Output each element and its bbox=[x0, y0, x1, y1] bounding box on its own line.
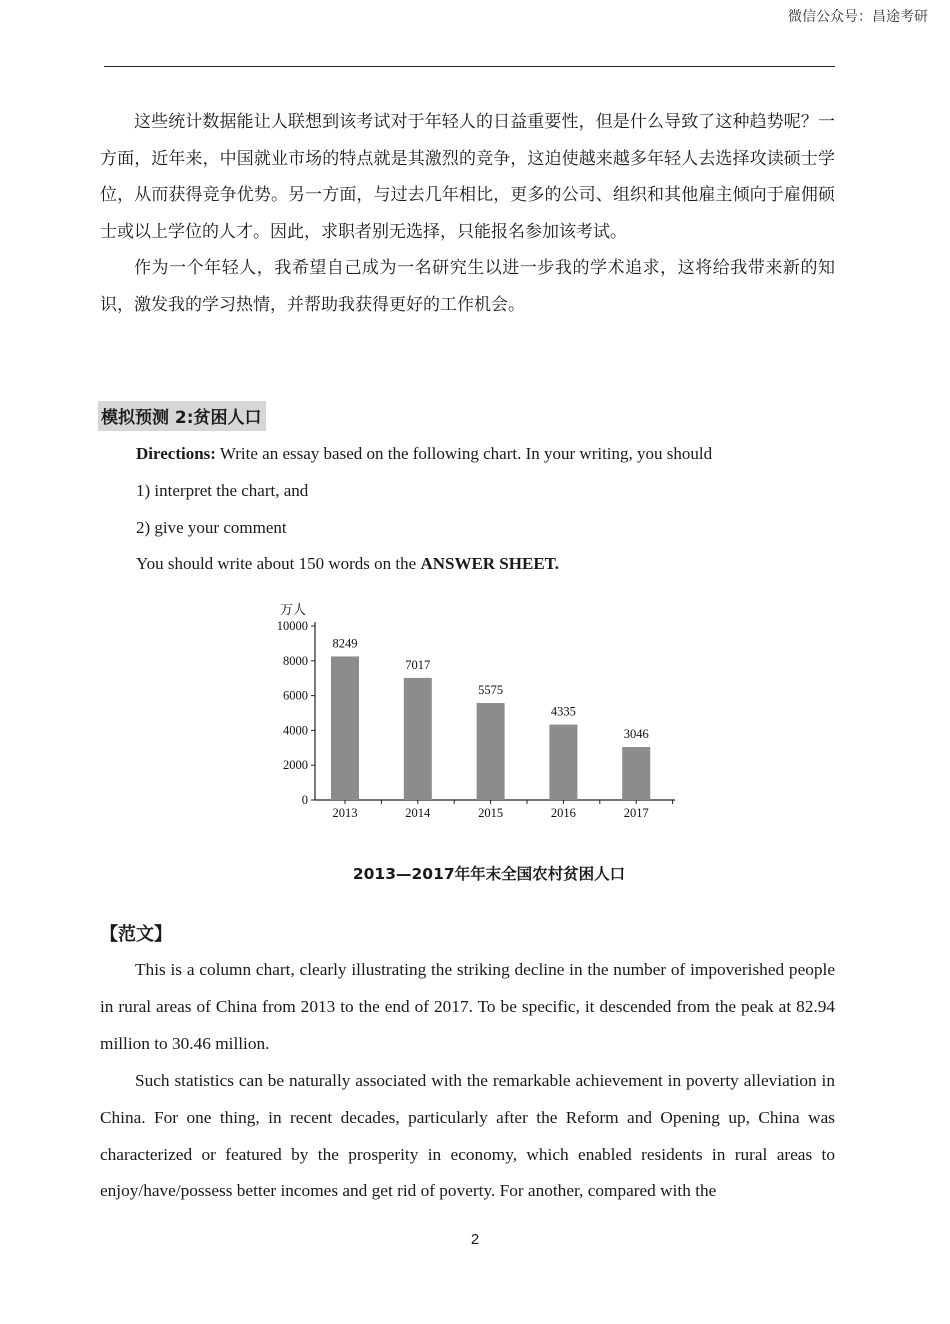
essay-paragraph-1: This is a column chart, clearly illustrating the striking decline in the number of impoverished people in rural areas of China from 2013 to the end of 2017. To be specific, it descended from the peak at 82.94 million to 30.46 million. bbox=[100, 960, 835, 1053]
page-number: 2 bbox=[470, 1231, 480, 1248]
y-tick-label: 0 bbox=[301, 793, 308, 807]
bar-2017 bbox=[622, 747, 650, 800]
bar-chart bbox=[270, 598, 690, 828]
direction-item-2: 2) give your comment bbox=[136, 518, 287, 537]
direction-item-1: 1) interpret the chart, and bbox=[136, 481, 309, 500]
bar-2016 bbox=[549, 725, 577, 800]
y-tick-label: 6000 bbox=[283, 688, 308, 703]
bars bbox=[331, 636, 650, 800]
header-rule bbox=[104, 66, 835, 67]
bar-value-label: 4335 bbox=[550, 704, 576, 719]
word-count-text: You should write about 150 words on the bbox=[136, 554, 421, 573]
x-tick-label: 2013 bbox=[332, 806, 358, 820]
y-axis bbox=[277, 619, 315, 807]
section-title: 模拟预测 2:贫困人口 bbox=[98, 401, 266, 431]
x-tick-label: 2014 bbox=[405, 806, 431, 820]
word-count-line bbox=[136, 554, 559, 574]
essay-paragraph-2: Such statistics can be naturally associated with the remarkable achievement in poverty alleviation in China. For one thing, in recent decades, particularly after the Reform and Opening up, China was characterized or featured by the prosperity in economy, which enabled residents in rural areas to enjoy/have/possess better incomes and get rid of poverty. For another, compared with the bbox=[100, 1070, 835, 1201]
model-essay bbox=[100, 952, 835, 1210]
model-essay-heading: 【范文】 bbox=[100, 924, 172, 945]
bar-value-label: 8249 bbox=[332, 636, 358, 651]
directions-label: Directions: bbox=[136, 444, 216, 463]
chinese-passage bbox=[100, 104, 835, 324]
bar-value-label: 5575 bbox=[478, 682, 504, 697]
y-unit-label: 万人 bbox=[280, 602, 307, 617]
bar-value-label: 3046 bbox=[623, 726, 649, 741]
x-tick-label: 2015 bbox=[478, 806, 504, 820]
chinese-paragraph-2: 作为一个年轻人，我希望自己成为一名研究生以进一步我的学术追求，这将给我带来新的知识，激发我的学习热情，并帮助我获得更好的工作机会。 bbox=[100, 258, 835, 315]
bar-2014 bbox=[404, 678, 432, 800]
x-axis bbox=[315, 800, 675, 820]
bar-2015 bbox=[477, 703, 505, 800]
chart-title: 2013—2017年年末全国农村贫困人口 bbox=[352, 865, 626, 883]
directions-line bbox=[136, 444, 712, 464]
y-tick-label: 2000 bbox=[283, 758, 308, 773]
x-tick-label: 2017 bbox=[623, 806, 649, 820]
chinese-paragraph-1: 这些统计数据能让人联想到该考试对于年轻人的日益重要性，但是什么导致了这种趋势呢？一方面，近年来，中国就业市场的特点就是其激烈的竞争，这迫使越来越多年轻人去选择攻读硕士学位，从而获得竞争优势。另一方面，与过去几年相比，更多的公司、组织和其他雇主倾向于雇佣硕士或以上学位的人才。因此，求职者别无选择，只能报名参加该考试。 bbox=[100, 112, 835, 242]
bar-value-label: 7017 bbox=[405, 657, 431, 672]
x-tick-label: 2016 bbox=[550, 806, 576, 820]
answer-sheet-label: ANSWER SHEET. bbox=[420, 554, 559, 573]
y-tick-label: 4000 bbox=[283, 723, 308, 738]
source-label: 微信公众号：昌途考研 bbox=[788, 9, 928, 25]
y-tick-label: 8000 bbox=[283, 653, 308, 668]
y-tick-label: 10000 bbox=[276, 619, 308, 633]
directions-text: Write an essay based on the following chart. In your writing, you should bbox=[215, 444, 713, 463]
bar-2013 bbox=[331, 656, 359, 800]
